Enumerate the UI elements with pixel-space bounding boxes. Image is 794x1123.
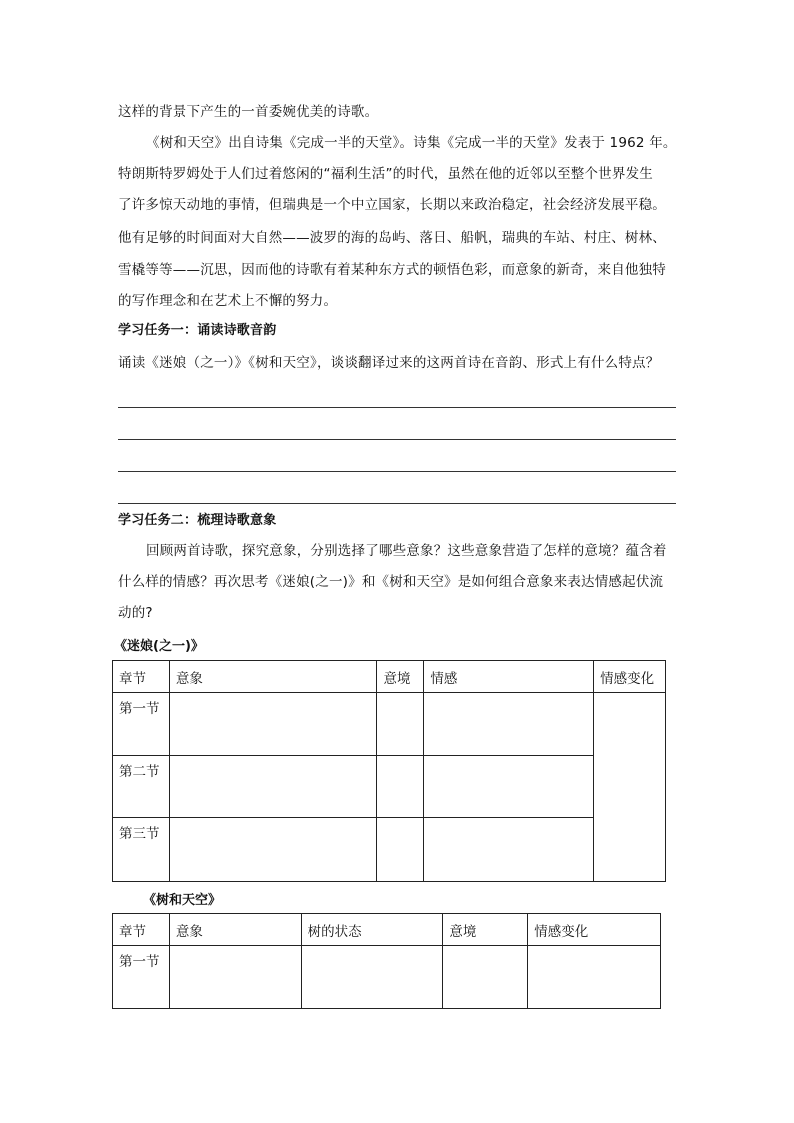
table1-title: 《迷娘(之一)》 (114, 639, 204, 654)
answer-line-2[interactable] (118, 439, 676, 440)
header-cell: 情感变化 (594, 661, 666, 693)
table-tree-and-sky (112, 913, 661, 1009)
table-mignon (112, 660, 666, 882)
intro-line: 他有足够的时间面对大自然——波罗的海的岛屿、落日、船帆，瑞典的车站、村庄、树林、 (118, 230, 666, 246)
row-label: 第一节 (113, 693, 170, 756)
answer-line-4[interactable] (118, 503, 676, 504)
row-label: 第二节 (113, 756, 170, 818)
intro-line: 的写作理念和在艺术上不懈的努力。 (118, 293, 338, 309)
intro-line: 《树和天空》出自诗集《完成一半的天堂》。诗集《完成一半的天堂》发表于 1962 年。 (146, 135, 677, 151)
header-cell: 意象 (169, 661, 377, 693)
header-cell: 情感变化 (528, 914, 661, 946)
header-cell: 意境 (377, 661, 424, 693)
answer-cell[interactable] (443, 946, 528, 1009)
header-cell: 意象 (169, 914, 301, 946)
answer-cell[interactable] (377, 756, 424, 818)
intro-line: 雪橇等等——沉思，因而他的诗歌有着某种东方式的顿悟色彩，而意象的新奇，来自他独特 (118, 262, 666, 278)
task2-line: 什么样的情感？再次思考《迷娘(之一)》和《树和天空》是如何组合意象来表达情感起伏流 (118, 574, 664, 590)
answer-line-1[interactable] (118, 407, 676, 408)
table-row (113, 818, 666, 882)
emotion-change-cell[interactable] (594, 693, 666, 882)
answer-cell[interactable] (169, 946, 301, 1009)
task2-line: 回顾两首诗歌，探究意象，分别选择了哪些意象？这些意象营造了怎样的意境？蕴含着 (146, 543, 667, 559)
task2-heading: 学习任务二：梳理诗歌意象 (118, 513, 277, 528)
task2-line: 动的? (118, 605, 153, 621)
table-header-row (113, 914, 661, 946)
intro-line: 特朗斯特罗姆处于人们过着悠闲的“福利生活”的时代，虽然在他的近邻以至整个世界发生 (118, 166, 653, 182)
table-row (113, 756, 666, 818)
answer-cell[interactable] (424, 756, 594, 818)
answer-cell[interactable] (169, 818, 377, 882)
table-row (113, 946, 661, 1009)
row-label: 第三节 (113, 818, 170, 882)
answer-cell[interactable] (301, 946, 443, 1009)
answer-cell[interactable] (377, 693, 424, 756)
table2-title: 《树和天空》 (143, 893, 222, 908)
answer-cell[interactable] (377, 818, 424, 882)
task1-heading: 学习任务一：诵读诗歌音韵 (118, 323, 277, 338)
header-cell: 意境 (443, 914, 528, 946)
header-cell: 章节 (113, 661, 170, 693)
header-cell: 情感 (424, 661, 594, 693)
answer-cell[interactable] (528, 946, 661, 1009)
answer-cell[interactable] (424, 818, 594, 882)
answer-cell[interactable] (169, 693, 377, 756)
task1-prompt: 诵读《迷娘（之一）》《树和天空》，谈谈翻译过来的这两首诗在音韵、形式上有什么特点？ (118, 355, 660, 371)
table-header-row (113, 661, 666, 693)
answer-cell[interactable] (169, 756, 377, 818)
answer-line-3[interactable] (118, 471, 676, 472)
header-cell: 章节 (113, 914, 170, 946)
answer-cell[interactable] (424, 693, 594, 756)
table-row (113, 693, 666, 756)
intro-line: 这样的背景下产生的一首委婉优美的诗歌。 (118, 104, 379, 120)
header-cell: 树的状态 (301, 914, 443, 946)
intro-line: 了许多惊天动地的事情，但瑞典是一个中立国家，长期以来政治稳定，社会经济发展平稳。 (118, 197, 666, 213)
row-label: 第一节 (113, 946, 170, 1009)
